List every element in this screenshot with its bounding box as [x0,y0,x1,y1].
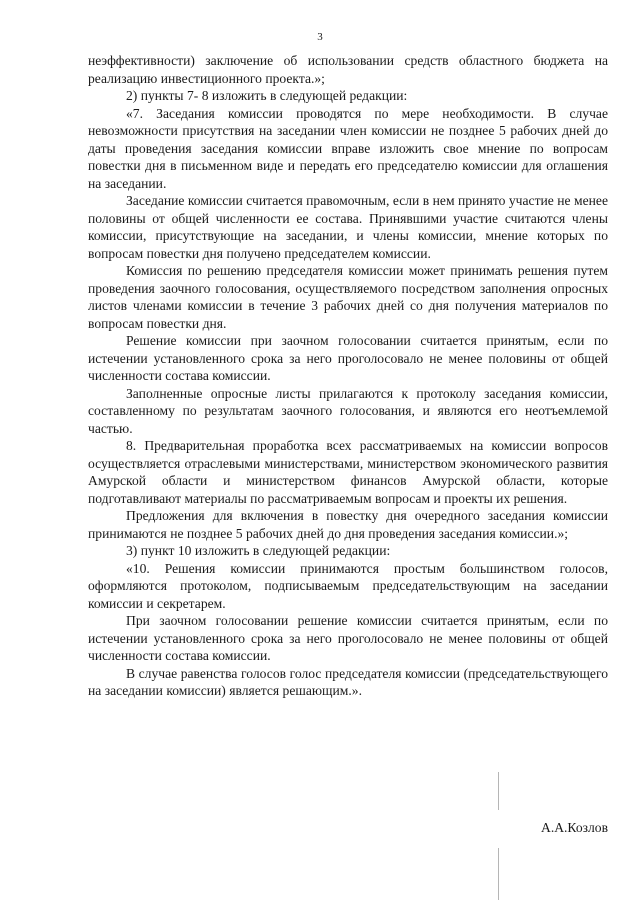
paragraph: неэффективности) заключение об использовании средств областного бюджета на реализацию инвестиционного проекта.»; [88,53,608,86]
signature-name: А.А.Козлов [541,820,608,835]
paragraph: Предложения для включения в повестку дня очередного заседания комиссии принимаются не позднее 5 рабочих дней до дня проведения заседания комиссии.»; [88,508,608,541]
paragraph: «7. Заседания комиссии проводятся по мере необходимости. В случае невозможности присутствия на заседании член комиссии не позднее 5 рабочих дней до даты проведения заседания комиссии вправе изложить свое мнение по вопросам повестки дня в письменном виде и передать его председателю комиссии для оглашения на заседании. [88,105,608,191]
paragraph: Комиссия по решению председателя комиссии может принимать решения путем проведения заочного голосования, осуществляемого посредством заполнения опросных листов членами комиссии в течение 3 рабочих дней со дня получения материалов по вопросам повестки дня. [88,263,608,331]
paragraph: В случае равенства голосов голос председателя комиссии (председательствующего на заседании комиссии) является решающим.». [88,665,608,698]
paragraph: 8. Предварительная проработка всех рассматриваемых на комиссии вопросов осуществляется отраслевыми министерствами, министерством экономического развития Амурской области и министерством финансов Амурской области, которые подготавливают материалы по рассматриваемым вопросам и проекты их решения. [88,438,608,506]
document-body [88,52,608,700]
scan-margin-mark [498,772,499,810]
paragraph: 2) пункты 7- 8 изложить в следующей редакции: [126,88,408,103]
page-number: 3 [317,31,323,43]
paragraph: Заполненные опросные листы прилагаются к протоколу заседания комиссии, составленному по результатам заочного голосования, и являются его неотъемлемой частью. [88,385,608,436]
paragraph: Заседание комиссии считается правомочным, если в нем принято участие не менее половины от общей численности ее состава. Принявшими участие считаются члены комиссии, присутствующие на заседании, и члены комиссии, мнение которых по вопросам повестки дня получено председателем комиссии. [88,193,608,261]
paragraph: 3) пункт 10 изложить в следующей редакции: [126,543,391,558]
paragraph: «10. Решения комиссии принимаются простым большинством голосов, оформляются протоколом, подписываемым председательствующим на заседании комиссии и секретарем. [88,560,608,611]
paragraph: Решение комиссии при заочном голосовании считается принятым, если по истечении установленного срока за него проголосовало не менее половины от общей численности состава комиссии. [88,333,608,383]
paragraph: При заочном голосовании решение комиссии считается принятым, если по истечении установленного срока за него проголосовало не менее половины от общей численности состава комиссии. [88,613,608,663]
scan-margin-mark [498,848,499,900]
